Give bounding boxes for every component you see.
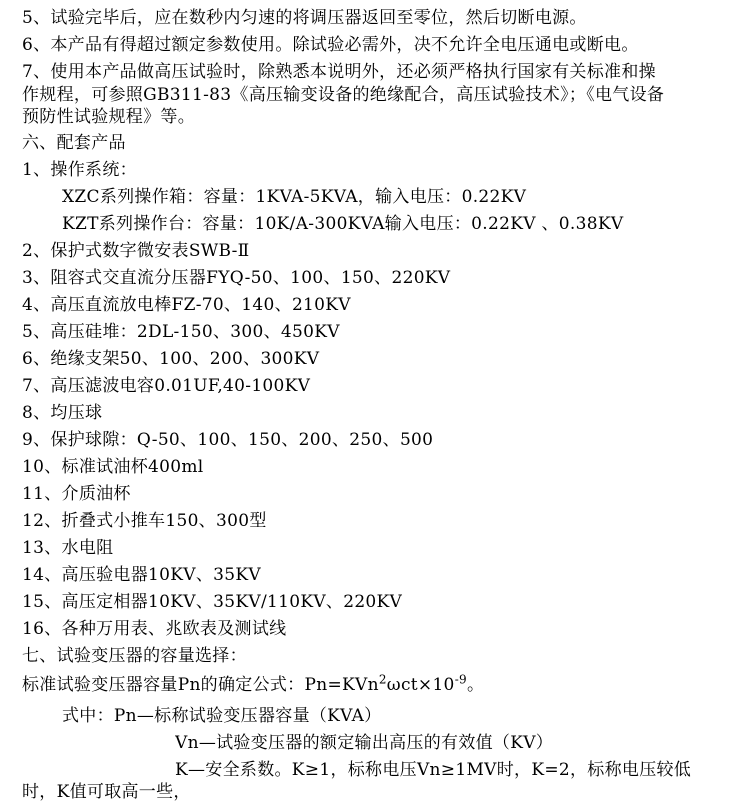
text-line: 时，K值可取高一些， bbox=[22, 782, 191, 802]
text-line: 14、高压验电器10KV、35KV bbox=[22, 565, 261, 585]
text-line: 2、保护式数字微安表SWB-Ⅱ bbox=[22, 241, 250, 261]
definition-line: Vn—试验变压器的额定输出高压的有效值（KV） bbox=[175, 733, 554, 753]
text-line: 16、各种万用表、兆欧表及测试线 bbox=[22, 619, 287, 639]
text-line: 4、高压直流放电棒FZ-70、140、210KV bbox=[22, 295, 351, 315]
text-line: 11、介质油杯 bbox=[22, 484, 131, 504]
text-line: 13、水电阻 bbox=[22, 538, 114, 558]
text-line: KZT系列操作台：容量：10K/A-300KVA输入电压：0.22KV 、0.38KV bbox=[62, 214, 624, 234]
text-line: 作规程，可参照GB311-83《高压输变设备的绝缘配合，高压试验技术》；《电气设备 bbox=[22, 85, 665, 105]
text-line: 10、标准试油杯400ml bbox=[22, 457, 204, 477]
text-line: 5、试验完毕后，应在数秒内匀速的将调压器返回至零位，然后切断电源。 bbox=[22, 8, 587, 28]
text-line: 12、折叠式小推车150、300型 bbox=[22, 511, 267, 531]
formula-exponent: 2 bbox=[378, 673, 387, 687]
text-line: 8、均压球 bbox=[22, 403, 103, 423]
text-line: 15、高压定相器10KV、35KV/110KV、220KV bbox=[22, 592, 403, 612]
definition-line: K—安全系数。K≥1，标称电压Vn≥1MV时，K=2，标称电压较低 bbox=[175, 760, 692, 780]
section-heading: 六、配套产品 bbox=[22, 133, 126, 153]
text-line: 1、操作系统： bbox=[22, 160, 137, 180]
formula-exponent: -9 bbox=[454, 673, 467, 687]
section-heading: 七、试验变压器的容量选择： bbox=[22, 646, 247, 666]
where-line: 式中：Pn—标称试验变压器容量（KVA） bbox=[62, 706, 382, 726]
formula-suffix: 。 bbox=[466, 675, 485, 695]
formula-middle: ωct×10 bbox=[386, 675, 455, 695]
text-line: 6、绝缘支架50、100、200、300KV bbox=[22, 349, 320, 369]
text-line: XZC系列操作箱：容量：1KVA-5KVA，输入电压：0.22KV bbox=[62, 187, 527, 207]
formula-line bbox=[22, 673, 724, 699]
text-line: 3、阻容式交直流分压器FYQ-50、100、150、220KV bbox=[22, 268, 451, 288]
text-line: 5、高压硅堆：2DL-150、300、450KV bbox=[22, 322, 340, 342]
text-line: 7、使用本产品做高压试验时，除熟悉本说明外，还必须严格执行国家有关标准和操 bbox=[22, 62, 656, 82]
text-line: 7、高压滤波电容0.01UF,40-100KV bbox=[22, 376, 311, 396]
formula-prefix: 标准试验变压器容量Pn的确定公式：Pn=KVn bbox=[22, 675, 379, 695]
text-line: 预防性试验规程》等。 bbox=[22, 107, 195, 127]
text-line: 6、本产品有得超过额定参数使用。除试验必需外，决不允许全电压通电或断电。 bbox=[22, 35, 639, 55]
text-line: 9、保护球隙：Q-50、100、150、200、250、500 bbox=[22, 430, 434, 450]
